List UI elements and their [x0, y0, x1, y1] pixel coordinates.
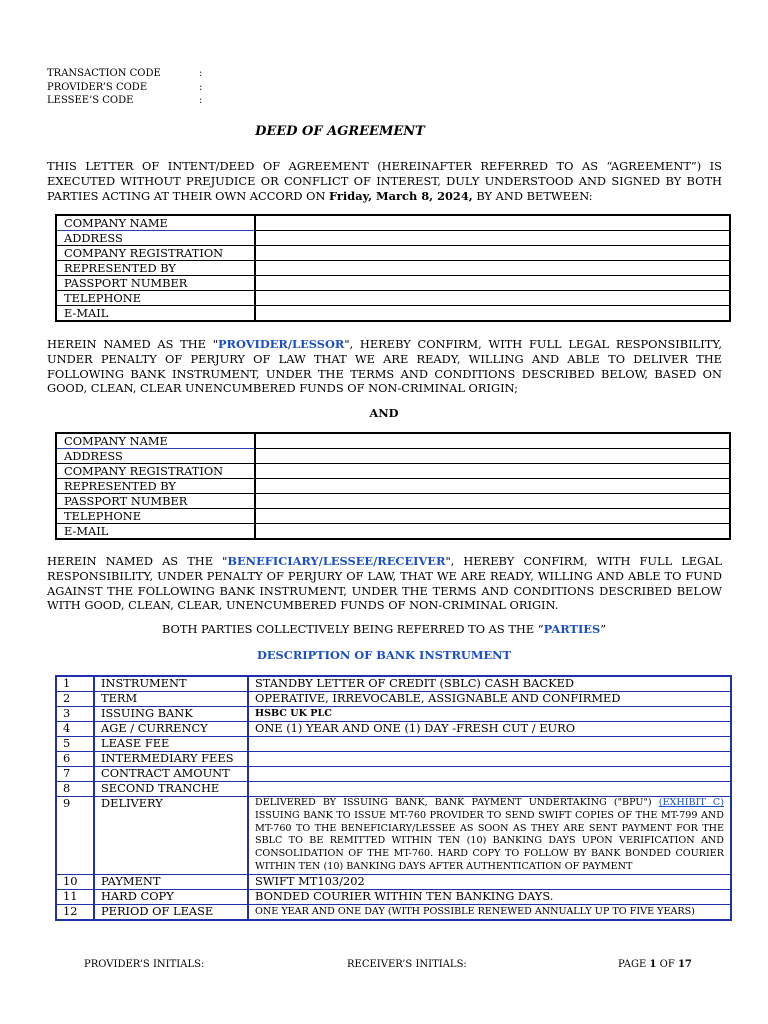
- row-number: 2: [56, 692, 94, 707]
- table-row: [56, 261, 730, 276]
- parties-word: PARTIES: [543, 622, 601, 636]
- table-row: [56, 797, 731, 875]
- table-row: [56, 464, 730, 479]
- field-value[interactable]: [255, 231, 730, 246]
- table-row: [56, 752, 731, 767]
- row-value: ONE (1) YEAR AND ONE (1) DAY -FRESH CUT / EURO: [248, 722, 731, 737]
- row-value: OPERATIVE, IRREVOCABLE, ASSIGNABLE AND CONFIRMED: [248, 692, 731, 707]
- row-number: 7: [56, 767, 94, 782]
- field-value[interactable]: [255, 524, 730, 540]
- row-value: HSBC UK PLC: [248, 707, 731, 722]
- table-row: [56, 246, 730, 261]
- instrument-table: [55, 675, 732, 921]
- row-number: 9: [56, 797, 94, 875]
- code-separator: :: [199, 81, 203, 93]
- field-label: TELEPHONE: [56, 291, 255, 306]
- row-label: ISSUING BANK: [94, 707, 248, 722]
- intro-text-end: BY AND BETWEEN:: [472, 188, 593, 203]
- receiver-text-rest: ", HEREBY CONFIRM, WITH FULL LEGAL RESPONSIBILITY, UNDER PENALTY OF PERJURY OF LAW, THAT WE ARE READY, WILLING AND ABLE TO FUND AGAINST THE FOLLOWING BANK INSTRUMENT, UNDER THE TERMS AND CONDITIONS DESCRIBED BELOW WITH GOOD, CLEAN, CLEAR, UNENCUMBERED FUNDS OF NON-CRIMINAL ORIGIN.: [47, 554, 723, 613]
- table-row: [56, 722, 731, 737]
- agreement-date: Friday, March 8, 2024,: [329, 188, 473, 203]
- instrument-heading: DESCRIPTION OF BANK INSTRUMENT: [256, 648, 512, 662]
- field-label: E-MAIL: [56, 524, 255, 540]
- table-row: [56, 449, 730, 464]
- provider-code-label: PROVIDER’S CODE: [47, 81, 148, 93]
- page-number: [618, 959, 692, 970]
- table-row: [56, 767, 731, 782]
- code-separator: :: [199, 68, 203, 79]
- current-page: 1: [649, 959, 657, 970]
- field-label: TELEPHONE: [56, 509, 255, 524]
- table-row: [56, 889, 731, 904]
- row-number: 8: [56, 782, 94, 797]
- row-number: 10: [56, 874, 94, 889]
- delivery-value: [248, 797, 731, 875]
- field-value[interactable]: [255, 464, 730, 479]
- receiver-paragraph: [47, 554, 722, 613]
- table-row: [56, 433, 730, 449]
- field-label: COMPANY NAME: [56, 215, 255, 231]
- row-value: ONE YEAR AND ONE DAY (WITH POSSIBLE RENEWED ANNUALLY UP TO FIVE YEARS): [248, 904, 731, 920]
- table-row: [56, 874, 731, 889]
- row-label: TERM: [94, 692, 248, 707]
- code-row: [47, 67, 202, 81]
- total-pages: 17: [677, 959, 692, 970]
- document-title: DEED OF AGREEMENT: [255, 124, 425, 139]
- row-number: 4: [56, 722, 94, 737]
- receiver-details-table: [55, 432, 731, 540]
- table-row: [56, 782, 731, 797]
- row-number: 1: [56, 676, 94, 692]
- table-row: [56, 494, 730, 509]
- table-row: [56, 509, 730, 524]
- provider-role: PROVIDER/LESSOR: [217, 337, 345, 351]
- receiver-initials-label: RECEIVER’S INITIALS:: [347, 959, 467, 970]
- field-value[interactable]: [255, 261, 730, 276]
- field-value[interactable]: [255, 246, 730, 261]
- provider-text: HEREIN NAMED AS THE ": [47, 337, 218, 351]
- table-row: [56, 479, 730, 494]
- field-label: PASSPORT NUMBER: [56, 494, 255, 509]
- and-label: AND: [369, 406, 399, 420]
- row-label: DELIVERY: [94, 797, 248, 875]
- row-label: CONTRACT AMOUNT: [94, 767, 248, 782]
- field-label: REPRESENTED BY: [56, 479, 255, 494]
- row-value[interactable]: [248, 782, 731, 797]
- row-value: SWIFT MT103/202: [248, 874, 731, 889]
- row-number: 12: [56, 904, 94, 920]
- delivery-text: DELIVERED BY ISSUING BANK, BANK PAYMENT UNDERTAKING ("BPU"): [255, 797, 659, 808]
- field-value[interactable]: [255, 215, 730, 231]
- row-label: PAYMENT: [94, 874, 248, 889]
- field-value[interactable]: [255, 276, 730, 291]
- header-codes: [47, 67, 202, 108]
- intro-text: THIS LETTER OF INTENT/DEED OF AGREEMENT (HEREINAFTER REFERRED TO AS “AGREEMENT”) IS EXECUTED WITHOUT PREJUDICE OR CONFLICT OF INTEREST, DULY UNDERSTOOD AND SIGNED BY BOTH PARTIES ACTING AT THEIR OWN ACCORD ON: [47, 159, 722, 203]
- table-row: [56, 231, 730, 246]
- field-value[interactable]: [255, 509, 730, 524]
- delivery-text-rest: ISSUING BANK TO ISSUE MT-760 PROVIDER TO SEND SWIFT COPIES OF THE MT-799 AND MT-760 TO THE BENEFICIARY/LESSEE AS SOON AS THEY ARE SENT PAYMENT FOR THE SBLC TO BE REMITTED WITHIN TEN (10) BANKING DAYS UPON VERIFICATION AND CONSOLIDATION OF THE MT-760. HARD COPY TO FOLLOW BY BANK BONDED COURIER WITHIN TEN (10) BANKING DAYS AFTER AUTHENTICATION OF PAYMENT: [255, 809, 724, 872]
- provider-text-rest: ", HEREBY CONFIRM, WITH FULL LEGAL RESPONSIBILITY, UNDER PENALTY OF PERJURY OF LAW THAT WE ARE READY, WILLING AND ABLE TO DELIVER THE FOLLOWING BANK INSTRUMENT, UNDER THE TERMS AND CONDITIONS DESCRIBED BELOW, BASED ON GOOD, CLEAN, CLEAR UNENCUMBERED FUNDS OF NON-CRIMINAL ORIGIN;: [47, 337, 722, 396]
- provider-details-table: [55, 214, 731, 322]
- row-number: 5: [56, 737, 94, 752]
- provider-initials-label: PROVIDER’S INITIALS:: [84, 959, 205, 970]
- parties-text-end: ”: [600, 622, 607, 636]
- field-value[interactable]: [255, 306, 730, 322]
- table-row: [56, 904, 731, 920]
- field-label: COMPANY REGISTRATION: [56, 464, 255, 479]
- row-value[interactable]: [248, 767, 731, 782]
- row-label: INSTRUMENT: [94, 676, 248, 692]
- code-separator: :: [199, 95, 203, 106]
- table-row: [56, 215, 730, 231]
- field-value[interactable]: [255, 479, 730, 494]
- field-label: COMPANY REGISTRATION: [56, 246, 255, 261]
- field-value[interactable]: [255, 494, 730, 509]
- code-row: [47, 94, 202, 108]
- table-row: [56, 737, 731, 752]
- row-value: STANDBY LETTER OF CREDIT (SBLC) CASH BACKED: [248, 676, 731, 692]
- field-label: REPRESENTED BY: [56, 261, 255, 276]
- row-label: PERIOD OF LEASE: [94, 904, 248, 920]
- of-word: OF: [656, 959, 678, 970]
- row-label: AGE / CURRENCY: [94, 722, 248, 737]
- table-row: [56, 276, 730, 291]
- field-value[interactable]: [255, 449, 730, 464]
- table-row: [56, 524, 730, 540]
- row-number: 11: [56, 889, 94, 904]
- row-value[interactable]: [248, 752, 731, 767]
- row-label: HARD COPY: [94, 889, 248, 904]
- table-row: [56, 306, 730, 322]
- exhibit-c-link[interactable]: (EXHIBIT C): [658, 797, 724, 808]
- receiver-text: HEREIN NAMED AS THE ": [47, 554, 228, 568]
- field-value[interactable]: [255, 433, 730, 449]
- row-number: 3: [56, 707, 94, 722]
- field-value[interactable]: [255, 291, 730, 306]
- row-label: SECOND TRANCHE: [94, 782, 248, 797]
- transaction-code-label: TRANSACTION CODE: [47, 68, 161, 79]
- table-row: [56, 676, 731, 692]
- table-row: [56, 291, 730, 306]
- page-word: PAGE: [618, 959, 650, 970]
- field-label: ADDRESS: [56, 449, 255, 464]
- row-value: BONDED COURIER WITHIN TEN BANKING DAYS.: [248, 889, 731, 904]
- parties-statement: [0, 622, 768, 636]
- field-label: ADDRESS: [56, 231, 255, 246]
- code-row: [47, 81, 202, 95]
- field-label: E-MAIL: [56, 306, 255, 322]
- row-number: 6: [56, 752, 94, 767]
- field-label: COMPANY NAME: [56, 433, 255, 449]
- lessee-code-label: LESSEE’S CODE: [47, 95, 134, 106]
- row-label: INTERMEDIARY FEES: [94, 752, 248, 767]
- table-row: [56, 692, 731, 707]
- row-label: LEASE FEE: [94, 737, 248, 752]
- row-value[interactable]: [248, 737, 731, 752]
- intro-paragraph: [47, 159, 722, 203]
- provider-paragraph: [47, 337, 722, 396]
- parties-text: BOTH PARTIES COLLECTIVELY BEING REFERRED TO AS THE “: [161, 622, 544, 636]
- receiver-role: BENEFICIARY/LESSEE/RECEIVER: [227, 554, 446, 568]
- field-label: PASSPORT NUMBER: [56, 276, 255, 291]
- table-row: [56, 707, 731, 722]
